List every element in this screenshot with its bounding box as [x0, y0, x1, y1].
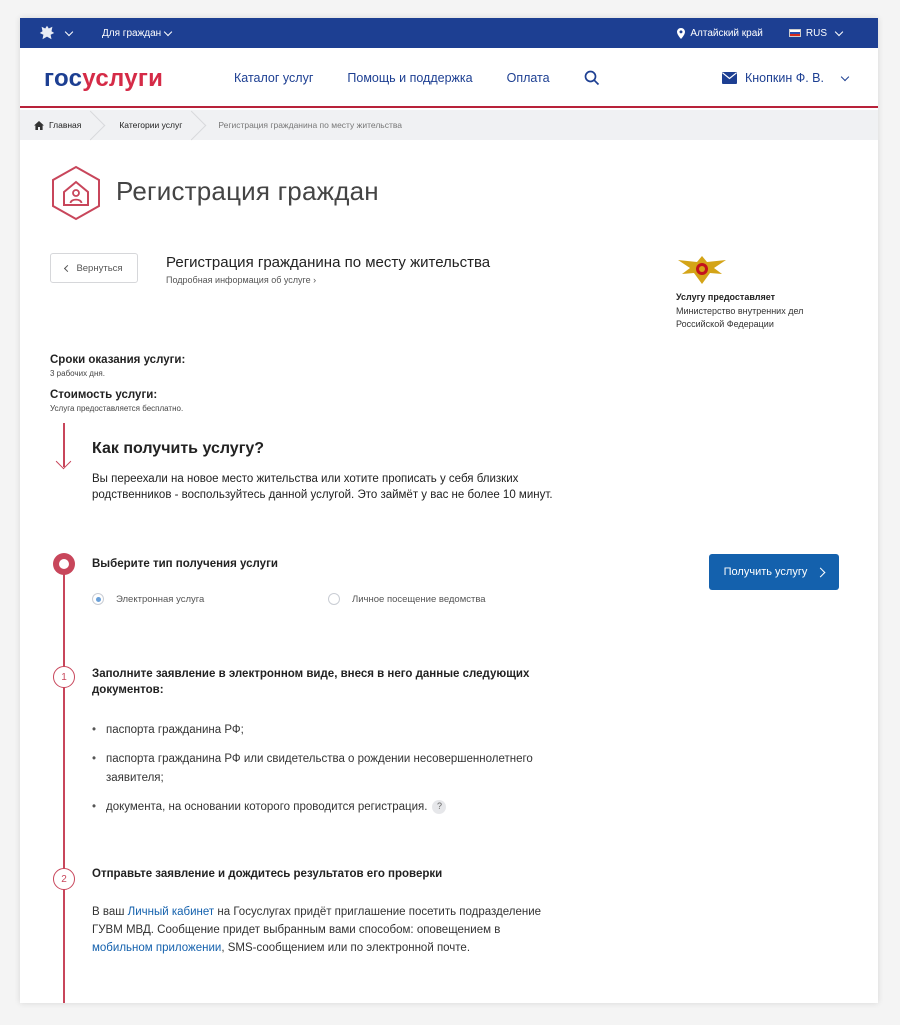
user-name: Кнопкин Ф. В. — [745, 71, 824, 85]
logo-part-gos: гос — [44, 65, 83, 92]
list-item — [92, 798, 572, 817]
service-details-label: Подробная информация об услуге — [166, 275, 311, 285]
list-item: • паспорта гражданина РФ; — [92, 721, 572, 740]
list-item-text: документа, на основании которого проводится регистрация. — [106, 801, 428, 813]
provider-name: Министерство внутренних дел Российской Федерации — [676, 306, 804, 329]
home-icon — [34, 121, 44, 130]
language-label: RUS — [805, 27, 827, 39]
back-button-label: Вернуться — [76, 262, 123, 274]
citizens-dropdown[interactable] — [102, 18, 171, 48]
how-heading: Как получить услугу? — [92, 440, 265, 457]
mail-icon — [722, 72, 737, 84]
emblem-icon — [38, 24, 56, 42]
emblem-menu[interactable] — [38, 18, 72, 48]
chevron-down-icon — [164, 27, 172, 35]
help-icon[interactable]: ? — [432, 800, 446, 814]
service-title: Регистрация гражданина по месту жительства — [166, 254, 491, 271]
breadcrumb-home-label: Главная — [49, 120, 82, 130]
personal-account-link[interactable]: Личный кабинет — [127, 906, 215, 918]
step-current-dot — [53, 553, 75, 575]
radio-personal-visit[interactable] — [328, 593, 486, 605]
text-segment: , SMS-сообщением или по электронной почте. — [221, 942, 471, 954]
radio-electronic[interactable] — [92, 593, 204, 605]
chevron-right-icon — [816, 567, 826, 577]
arrow-down-icon — [56, 454, 72, 470]
radio-selected-icon — [92, 593, 104, 605]
location-pin-icon — [677, 28, 685, 39]
breadcrumb-categories[interactable]: Категории услуг — [95, 110, 196, 140]
nav-help[interactable]: Помощь и поддержка — [347, 71, 473, 85]
nav-catalog[interactable]: Каталог услуг — [234, 71, 314, 85]
logo-part-uslugi: услуги — [82, 65, 164, 92]
cost-value: Услуга предоставляется бесплатно. — [50, 404, 184, 413]
step-number-2: 2 — [53, 868, 75, 890]
user-menu[interactable] — [722, 48, 848, 108]
flag-icon — [789, 29, 801, 37]
browser-page — [20, 18, 878, 1003]
terms-heading: Сроки оказания услуги: — [50, 354, 186, 366]
timeline-line — [63, 574, 65, 1003]
step-fill-form-heading: Заполните заявление в электронном виде, внеся в него данные следующих документов: — [92, 668, 530, 696]
breadcrumb-home[interactable] — [20, 110, 95, 140]
region-selector[interactable] — [677, 28, 763, 39]
provider-label: Услугу предоставляет — [676, 292, 776, 302]
chevron-left-icon — [64, 264, 71, 271]
text-segment: В ваш — [92, 906, 128, 918]
step-send-heading: Отправьте заявление и дождитесь результатов его проверки — [92, 868, 443, 880]
citizens-label: Для граждан — [102, 27, 162, 39]
terms-value: 3 рабочих дня. — [50, 369, 105, 378]
get-service-label: Получить услугу — [723, 566, 808, 578]
chevron-down-icon — [835, 27, 843, 35]
site-header — [20, 48, 878, 108]
get-service-button[interactable] — [709, 554, 839, 590]
mvd-emblem-icon — [674, 252, 730, 288]
main-nav — [234, 48, 600, 108]
region-label: Алтайский край — [690, 27, 763, 39]
language-selector[interactable] — [789, 28, 842, 39]
how-description: Вы переехали на новое место жительства или хотите прописать у себя близких родственников - воспользуйтесь данной услугой. Это займёт у вас не более 10 минут. — [92, 473, 553, 501]
radio-personal-visit-label: Личное посещение ведомства — [352, 593, 486, 605]
nav-payment[interactable]: Оплата — [506, 71, 550, 85]
cost-heading: Стоимость услуги: — [50, 389, 158, 401]
step-choose-type-heading: Выберите тип получения услуги — [92, 558, 278, 570]
chevron-down-icon — [65, 27, 73, 35]
registration-house-icon — [50, 165, 102, 221]
mobile-app-link[interactable]: мобильном приложении — [92, 942, 222, 954]
service-details-link[interactable]: Подробная информация об услуге › — [166, 275, 317, 285]
back-button[interactable] — [50, 253, 138, 283]
step-number-1: 1 — [53, 666, 75, 688]
radio-unselected-icon — [328, 593, 340, 605]
chevron-down-icon — [841, 72, 849, 80]
step-send-description — [92, 903, 552, 957]
top-bar — [20, 18, 878, 48]
gosuslugi-logo[interactable] — [44, 65, 163, 93]
breadcrumb-current: Регистрация гражданина по месту жительства — [218, 120, 402, 130]
page-title: Регистрация граждан — [116, 176, 379, 206]
list-item: • паспорта гражданина РФ или свидетельства о рождении несовершеннолетнего заявителя; — [92, 750, 572, 788]
breadcrumb — [20, 110, 878, 140]
text-segment: на Госуслугах придёт приглашение посетить подразделение ГУВМ МВД. Сообщение придет выбранным вами способом: оповещением в — [92, 906, 542, 936]
search-icon[interactable] — [584, 70, 600, 86]
radio-electronic-label: Электронная услуга — [116, 593, 205, 605]
documents-list — [92, 721, 572, 827]
